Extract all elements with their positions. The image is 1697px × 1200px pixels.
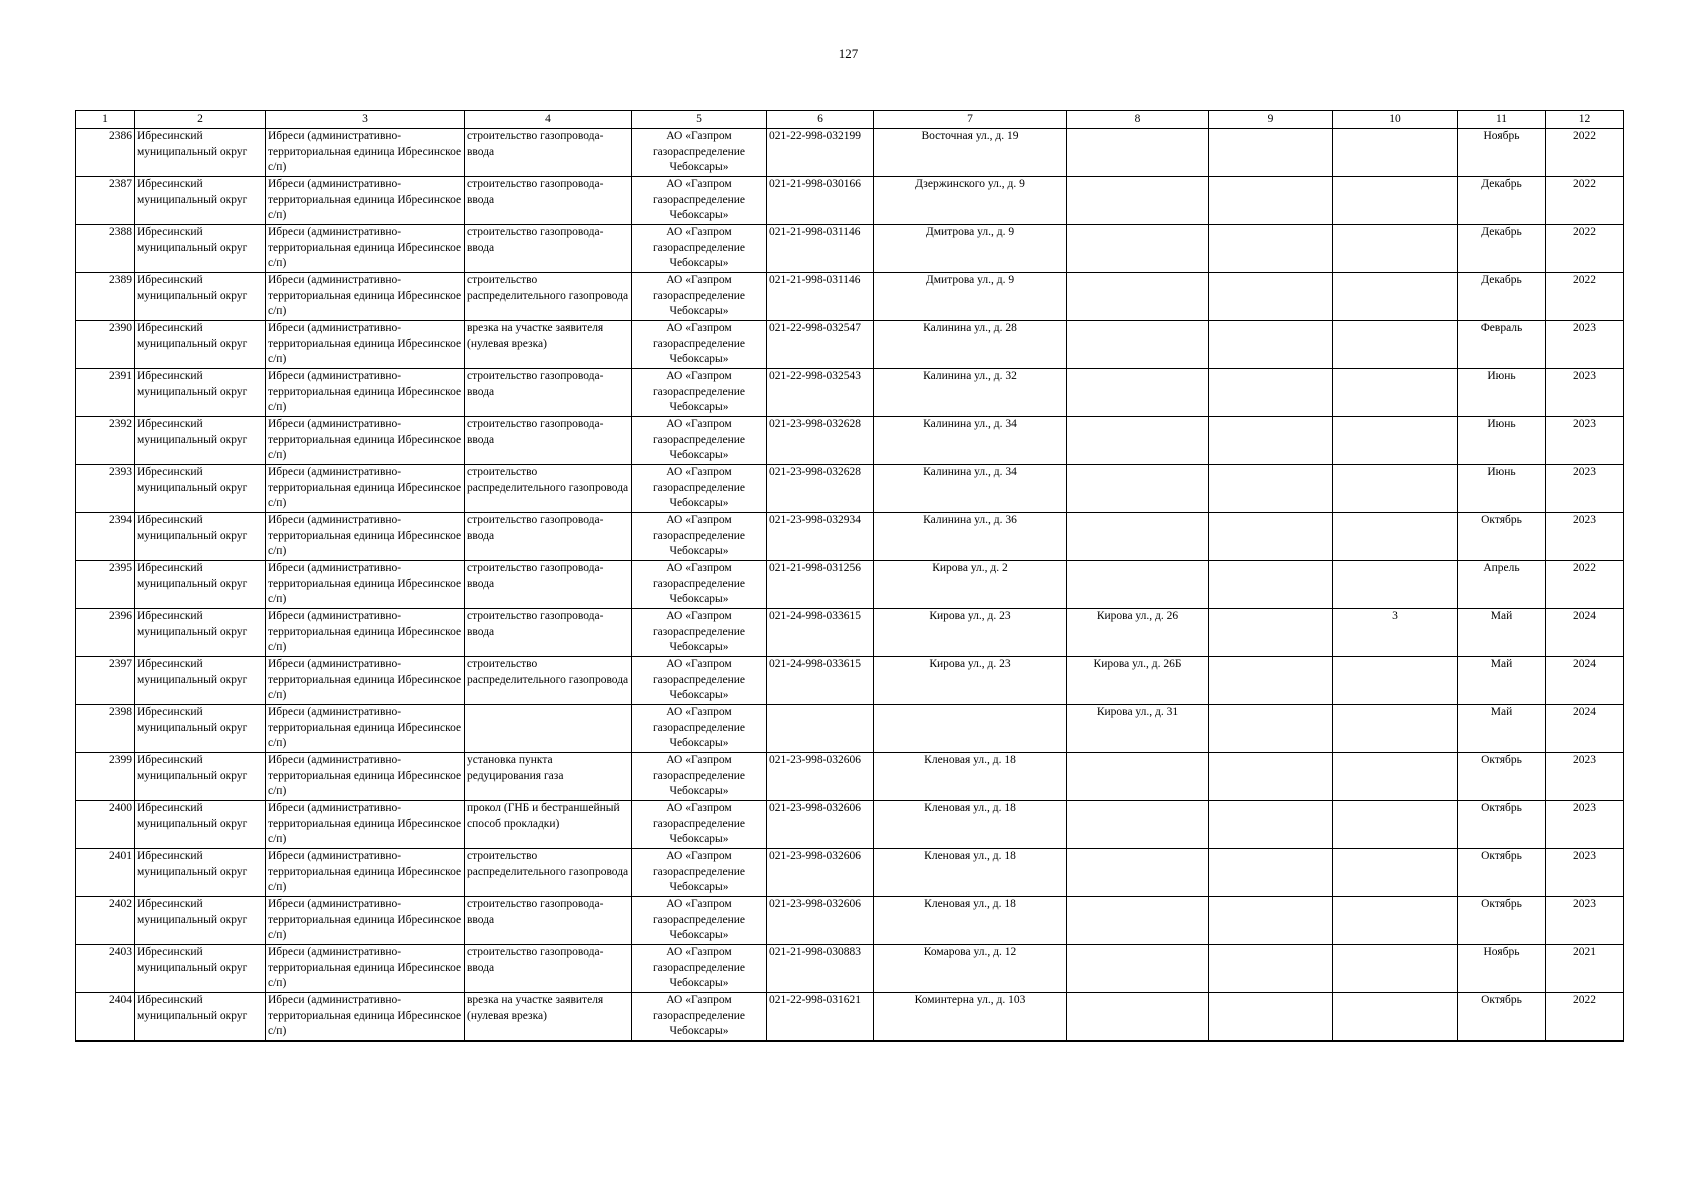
row-number-cell: 2399 <box>76 753 135 801</box>
column-9-cell <box>1209 417 1333 465</box>
application-code-cell: 021-23-998-032606 <box>767 801 874 849</box>
month-cell: Октябрь <box>1458 753 1546 801</box>
table-row <box>76 801 1624 849</box>
organization-cell: АО «Газпром газораспределение Чебоксары» <box>632 993 767 1042</box>
column-header-7: 7 <box>874 111 1067 129</box>
table-row <box>76 849 1624 897</box>
row-number-cell: 2386 <box>76 129 135 177</box>
column-9-cell <box>1209 849 1333 897</box>
address-cell: Калинина ул., д. 36 <box>874 513 1067 561</box>
year-cell: 2023 <box>1546 321 1624 369</box>
month-cell: Июнь <box>1458 369 1546 417</box>
header-row <box>76 111 1624 129</box>
table-row <box>76 753 1624 801</box>
column-9-cell <box>1209 705 1333 753</box>
year-cell: 2023 <box>1546 513 1624 561</box>
work-type-cell: строительство газопровода-ввода <box>465 945 632 993</box>
column-10-cell <box>1333 801 1458 849</box>
table-row <box>76 993 1624 1042</box>
second-address-cell <box>1067 849 1209 897</box>
application-code-cell: 021-22-998-032199 <box>767 129 874 177</box>
column-10-cell <box>1333 129 1458 177</box>
column-9-cell <box>1209 465 1333 513</box>
locality-cell: Ибреси (административно-территориальная единица Ибресинское с/п) <box>266 849 465 897</box>
second-address-cell <box>1067 801 1209 849</box>
organization-cell: АО «Газпром газораспределение Чебоксары» <box>632 177 767 225</box>
year-cell: 2024 <box>1546 609 1624 657</box>
locality-cell: Ибреси (административно-территориальная единица Ибресинское с/п) <box>266 993 465 1042</box>
organization-cell: АО «Газпром газораспределение Чебоксары» <box>632 753 767 801</box>
row-number-cell: 2391 <box>76 369 135 417</box>
row-number-cell: 2393 <box>76 465 135 513</box>
locality-cell: Ибреси (административно-территориальная единица Ибресинское с/п) <box>266 465 465 513</box>
address-cell <box>874 705 1067 753</box>
application-code-cell: 021-24-998-033615 <box>767 609 874 657</box>
column-9-cell <box>1209 993 1333 1042</box>
locality-cell: Ибреси (административно-территориальная единица Ибресинское с/п) <box>266 129 465 177</box>
second-address-cell <box>1067 177 1209 225</box>
column-9-cell <box>1209 513 1333 561</box>
table-row <box>76 945 1624 993</box>
locality-cell: Ибреси (административно-территориальная единица Ибресинское с/п) <box>266 945 465 993</box>
table-row <box>76 225 1624 273</box>
organization-cell: АО «Газпром газораспределение Чебоксары» <box>632 321 767 369</box>
column-10-cell <box>1333 897 1458 945</box>
year-cell: 2023 <box>1546 369 1624 417</box>
column-9-cell <box>1209 129 1333 177</box>
table-row <box>76 417 1624 465</box>
application-code-cell: 021-22-998-032547 <box>767 321 874 369</box>
row-number-cell: 2403 <box>76 945 135 993</box>
month-cell: Октябрь <box>1458 993 1546 1042</box>
column-header-12: 12 <box>1546 111 1624 129</box>
organization-cell: АО «Газпром газораспределение Чебоксары» <box>632 897 767 945</box>
column-9-cell <box>1209 801 1333 849</box>
table-row <box>76 513 1624 561</box>
locality-cell: Ибреси (административно-территориальная единица Ибресинское с/п) <box>266 609 465 657</box>
work-type-cell: строительство газопровода-ввода <box>465 609 632 657</box>
application-code-cell <box>767 705 874 753</box>
table-header <box>76 111 1624 129</box>
district-cell: Ибресинский муниципальный округ <box>135 561 266 609</box>
month-cell: Ноябрь <box>1458 945 1546 993</box>
year-cell: 2022 <box>1546 129 1624 177</box>
second-address-cell <box>1067 561 1209 609</box>
locality-cell: Ибреси (административно-территориальная единица Ибресинское с/п) <box>266 897 465 945</box>
district-cell: Ибресинский муниципальный округ <box>135 657 266 705</box>
district-cell: Ибресинский муниципальный округ <box>135 993 266 1042</box>
table-row <box>76 657 1624 705</box>
organization-cell: АО «Газпром газораспределение Чебоксары» <box>632 945 767 993</box>
row-number-cell: 2396 <box>76 609 135 657</box>
column-10-cell <box>1333 369 1458 417</box>
district-cell: Ибресинский муниципальный округ <box>135 369 266 417</box>
year-cell: 2023 <box>1546 465 1624 513</box>
month-cell: Ноябрь <box>1458 129 1546 177</box>
address-cell: Восточная ул., д. 19 <box>874 129 1067 177</box>
address-cell: Коминтерна ул., д. 103 <box>874 993 1067 1042</box>
second-address-cell <box>1067 753 1209 801</box>
second-address-cell <box>1067 273 1209 321</box>
second-address-cell: Кирова ул., д. 31 <box>1067 705 1209 753</box>
second-address-cell <box>1067 417 1209 465</box>
second-address-cell <box>1067 465 1209 513</box>
work-type-cell: установка пункта редуцирования газа <box>465 753 632 801</box>
locality-cell: Ибреси (административно-территориальная единица Ибресинское с/п) <box>266 225 465 273</box>
organization-cell: АО «Газпром газораспределение Чебоксары» <box>632 561 767 609</box>
column-9-cell <box>1209 561 1333 609</box>
second-address-cell <box>1067 225 1209 273</box>
year-cell: 2022 <box>1546 993 1624 1042</box>
application-code-cell: 021-23-998-032606 <box>767 753 874 801</box>
district-cell: Ибресинский муниципальный округ <box>135 705 266 753</box>
month-cell: Июнь <box>1458 417 1546 465</box>
application-code-cell: 021-23-998-032934 <box>767 513 874 561</box>
row-number-cell: 2389 <box>76 273 135 321</box>
year-cell: 2021 <box>1546 945 1624 993</box>
column-9-cell <box>1209 225 1333 273</box>
district-cell: Ибресинский муниципальный округ <box>135 321 266 369</box>
district-cell: Ибресинский муниципальный округ <box>135 513 266 561</box>
row-number-cell: 2404 <box>76 993 135 1042</box>
column-10-cell <box>1333 273 1458 321</box>
locality-cell: Ибреси (административно-территориальная единица Ибресинское с/п) <box>266 369 465 417</box>
table-body <box>76 129 1624 1042</box>
address-cell: Кирова ул., д. 23 <box>874 609 1067 657</box>
organization-cell: АО «Газпром газораспределение Чебоксары» <box>632 801 767 849</box>
row-number-cell: 2394 <box>76 513 135 561</box>
district-cell: Ибресинский муниципальный округ <box>135 417 266 465</box>
organization-cell: АО «Газпром газораспределение Чебоксары» <box>632 705 767 753</box>
locality-cell: Ибреси (административно-территориальная единица Ибресинское с/п) <box>266 705 465 753</box>
organization-cell: АО «Газпром газораспределение Чебоксары» <box>632 609 767 657</box>
page-number: 127 <box>838 46 859 61</box>
locality-cell: Ибреси (административно-территориальная единица Ибресинское с/п) <box>266 753 465 801</box>
month-cell: Октябрь <box>1458 849 1546 897</box>
address-cell: Кленовая ул., д. 18 <box>874 897 1067 945</box>
application-code-cell: 021-23-998-032606 <box>767 897 874 945</box>
application-code-cell: 021-24-998-033615 <box>767 657 874 705</box>
locality-cell: Ибреси (административно-территориальная единица Ибресинское с/п) <box>266 513 465 561</box>
month-cell: Декабрь <box>1458 273 1546 321</box>
row-number-cell: 2390 <box>76 321 135 369</box>
table-row <box>76 465 1624 513</box>
year-cell: 2022 <box>1546 561 1624 609</box>
column-10-cell <box>1333 465 1458 513</box>
table-row <box>76 705 1624 753</box>
column-10-cell: 3 <box>1333 609 1458 657</box>
address-cell: Калинина ул., д. 34 <box>874 417 1067 465</box>
month-cell: Октябрь <box>1458 897 1546 945</box>
month-cell: Май <box>1458 657 1546 705</box>
district-cell: Ибресинский муниципальный округ <box>135 177 266 225</box>
district-cell: Ибресинский муниципальный округ <box>135 897 266 945</box>
column-header-11: 11 <box>1458 111 1546 129</box>
address-cell: Кирова ул., д. 23 <box>874 657 1067 705</box>
column-10-cell <box>1333 321 1458 369</box>
column-9-cell <box>1209 177 1333 225</box>
month-cell: Октябрь <box>1458 801 1546 849</box>
column-10-cell <box>1333 225 1458 273</box>
work-type-cell: строительство газопровода-ввода <box>465 897 632 945</box>
work-type-cell: строительство газопровода-ввода <box>465 177 632 225</box>
district-cell: Ибресинский муниципальный округ <box>135 225 266 273</box>
column-9-cell <box>1209 369 1333 417</box>
year-cell: 2023 <box>1546 753 1624 801</box>
locality-cell: Ибреси (административно-территориальная единица Ибресинское с/п) <box>266 321 465 369</box>
organization-cell: АО «Газпром газораспределение Чебоксары» <box>632 273 767 321</box>
district-cell: Ибресинский муниципальный округ <box>135 465 266 513</box>
district-cell: Ибресинский муниципальный округ <box>135 849 266 897</box>
work-type-cell: строительство распределительного газопровода <box>465 849 632 897</box>
locality-cell: Ибреси (административно-территориальная единица Ибресинское с/п) <box>266 561 465 609</box>
column-9-cell <box>1209 609 1333 657</box>
work-type-cell: строительство газопровода-ввода <box>465 513 632 561</box>
work-type-cell: строительство газопровода-ввода <box>465 561 632 609</box>
row-number-cell: 2401 <box>76 849 135 897</box>
column-header-1: 1 <box>76 111 135 129</box>
month-cell: Май <box>1458 609 1546 657</box>
work-type-cell: строительство газопровода-ввода <box>465 225 632 273</box>
locality-cell: Ибреси (административно-территориальная единица Ибресинское с/п) <box>266 177 465 225</box>
row-number-cell: 2387 <box>76 177 135 225</box>
application-code-cell: 021-22-998-032543 <box>767 369 874 417</box>
column-9-cell <box>1209 321 1333 369</box>
column-9-cell <box>1209 273 1333 321</box>
year-cell: 2022 <box>1546 177 1624 225</box>
address-cell: Кленовая ул., д. 18 <box>874 849 1067 897</box>
year-cell: 2023 <box>1546 849 1624 897</box>
work-type-cell: строительство распределительного газопровода <box>465 273 632 321</box>
district-cell: Ибресинский муниципальный округ <box>135 609 266 657</box>
address-cell: Дмитрова ул., д. 9 <box>874 225 1067 273</box>
work-type-cell: строительство газопровода-ввода <box>465 129 632 177</box>
organization-cell: АО «Газпром газораспределение Чебоксары» <box>632 129 767 177</box>
application-code-cell: 021-21-998-030166 <box>767 177 874 225</box>
second-address-cell <box>1067 369 1209 417</box>
year-cell: 2024 <box>1546 705 1624 753</box>
row-number-cell: 2402 <box>76 897 135 945</box>
locality-cell: Ибреси (административно-территориальная единица Ибресинское с/п) <box>266 273 465 321</box>
address-cell: Комарова ул., д. 12 <box>874 945 1067 993</box>
application-code-cell: 021-21-998-030883 <box>767 945 874 993</box>
row-number-cell: 2397 <box>76 657 135 705</box>
table-row <box>76 129 1624 177</box>
table-row <box>76 561 1624 609</box>
organization-cell: АО «Газпром газораспределение Чебоксары» <box>632 369 767 417</box>
row-number-cell: 2395 <box>76 561 135 609</box>
address-cell: Калинина ул., д. 34 <box>874 465 1067 513</box>
work-type-cell <box>465 705 632 753</box>
column-10-cell <box>1333 945 1458 993</box>
month-cell: Июнь <box>1458 465 1546 513</box>
work-type-cell: строительство газопровода-ввода <box>465 369 632 417</box>
column-10-cell <box>1333 561 1458 609</box>
column-header-6: 6 <box>767 111 874 129</box>
column-header-2: 2 <box>135 111 266 129</box>
organization-cell: АО «Газпром газораспределение Чебоксары» <box>632 417 767 465</box>
work-type-cell: врезка на участке заявителя (нулевая врезка) <box>465 321 632 369</box>
column-header-5: 5 <box>632 111 767 129</box>
month-cell: Май <box>1458 705 1546 753</box>
column-9-cell <box>1209 657 1333 705</box>
row-number-cell: 2398 <box>76 705 135 753</box>
row-number-cell: 2392 <box>76 417 135 465</box>
month-cell: Февраль <box>1458 321 1546 369</box>
address-cell: Кленовая ул., д. 18 <box>874 801 1067 849</box>
year-cell: 2022 <box>1546 225 1624 273</box>
work-type-cell: прокол (ГНБ и бестраншейный способ прокладки) <box>465 801 632 849</box>
second-address-cell <box>1067 513 1209 561</box>
organization-cell: АО «Газпром газораспределение Чебоксары» <box>632 465 767 513</box>
column-header-8: 8 <box>1067 111 1209 129</box>
second-address-cell <box>1067 993 1209 1042</box>
column-header-9: 9 <box>1209 111 1333 129</box>
second-address-cell <box>1067 945 1209 993</box>
organization-cell: АО «Газпром газораспределение Чебоксары» <box>632 225 767 273</box>
work-type-cell: строительство распределительного газопровода <box>465 657 632 705</box>
table-row <box>76 369 1624 417</box>
locality-cell: Ибреси (административно-территориальная единица Ибресинское с/п) <box>266 801 465 849</box>
organization-cell: АО «Газпром газораспределение Чебоксары» <box>632 657 767 705</box>
application-code-cell: 021-23-998-032628 <box>767 417 874 465</box>
year-cell: 2023 <box>1546 417 1624 465</box>
application-code-cell: 021-21-998-031256 <box>767 561 874 609</box>
column-9-cell <box>1209 897 1333 945</box>
address-cell: Дзержинского ул., д. 9 <box>874 177 1067 225</box>
column-header-10: 10 <box>1333 111 1458 129</box>
column-10-cell <box>1333 705 1458 753</box>
column-10-cell <box>1333 177 1458 225</box>
column-10-cell <box>1333 657 1458 705</box>
second-address-cell <box>1067 321 1209 369</box>
district-cell: Ибресинский муниципальный округ <box>135 273 266 321</box>
registry-table <box>75 110 1624 1042</box>
table-row <box>76 609 1624 657</box>
column-9-cell <box>1209 753 1333 801</box>
organization-cell: АО «Газпром газораспределение Чебоксары» <box>632 849 767 897</box>
column-9-cell <box>1209 945 1333 993</box>
district-cell: Ибресинский муниципальный округ <box>135 129 266 177</box>
month-cell: Октябрь <box>1458 513 1546 561</box>
address-cell: Кленовая ул., д. 18 <box>874 753 1067 801</box>
table-row <box>76 177 1624 225</box>
organization-cell: АО «Газпром газораспределение Чебоксары» <box>632 513 767 561</box>
address-cell: Кирова ул., д. 2 <box>874 561 1067 609</box>
table-row <box>76 273 1624 321</box>
application-code-cell: 021-23-998-032606 <box>767 849 874 897</box>
year-cell: 2023 <box>1546 897 1624 945</box>
row-number-cell: 2400 <box>76 801 135 849</box>
month-cell: Декабрь <box>1458 177 1546 225</box>
work-type-cell: врезка на участке заявителя (нулевая врезка) <box>465 993 632 1042</box>
table-row <box>76 321 1624 369</box>
column-10-cell <box>1333 753 1458 801</box>
work-type-cell: строительство распределительного газопровода <box>465 465 632 513</box>
year-cell: 2023 <box>1546 801 1624 849</box>
column-10-cell <box>1333 993 1458 1042</box>
district-cell: Ибресинский муниципальный округ <box>135 945 266 993</box>
second-address-cell <box>1067 897 1209 945</box>
column-10-cell <box>1333 513 1458 561</box>
column-10-cell <box>1333 417 1458 465</box>
column-header-3: 3 <box>266 111 465 129</box>
application-code-cell: 021-22-998-031621 <box>767 993 874 1042</box>
table-row <box>76 897 1624 945</box>
district-cell: Ибресинский муниципальный округ <box>135 753 266 801</box>
year-cell: 2022 <box>1546 273 1624 321</box>
column-10-cell <box>1333 849 1458 897</box>
locality-cell: Ибреси (административно-территориальная единица Ибресинское с/п) <box>266 417 465 465</box>
month-cell: Декабрь <box>1458 225 1546 273</box>
second-address-cell <box>1067 129 1209 177</box>
locality-cell: Ибреси (административно-территориальная единица Ибресинское с/п) <box>266 657 465 705</box>
address-cell: Дмитрова ул., д. 9 <box>874 273 1067 321</box>
district-cell: Ибресинский муниципальный округ <box>135 801 266 849</box>
row-number-cell: 2388 <box>76 225 135 273</box>
year-cell: 2024 <box>1546 657 1624 705</box>
application-code-cell: 021-21-998-031146 <box>767 273 874 321</box>
second-address-cell: Кирова ул., д. 26 <box>1067 609 1209 657</box>
application-code-cell: 021-23-998-032628 <box>767 465 874 513</box>
address-cell: Калинина ул., д. 32 <box>874 369 1067 417</box>
address-cell: Калинина ул., д. 28 <box>874 321 1067 369</box>
application-code-cell: 021-21-998-031146 <box>767 225 874 273</box>
work-type-cell: строительство газопровода-ввода <box>465 417 632 465</box>
month-cell: Апрель <box>1458 561 1546 609</box>
second-address-cell: Кирова ул., д. 26Б <box>1067 657 1209 705</box>
column-header-4: 4 <box>465 111 632 129</box>
